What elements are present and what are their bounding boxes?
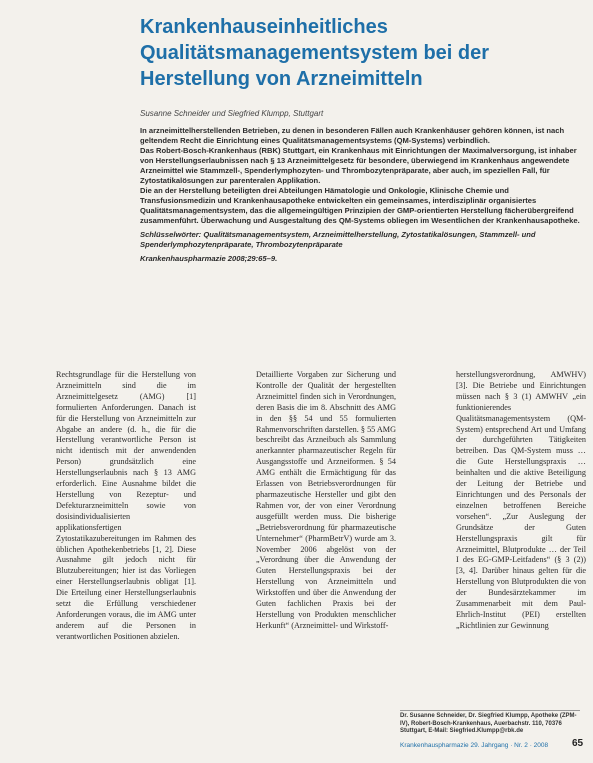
title-line: Qualitätsmanagementsystem bei der bbox=[140, 42, 490, 64]
abstract-paragraph: In arzneimittelherstellenden Betrieben, zu denen in besonderen Fällen auch Krankenhäuser gehören können, ist nach geltendem Recht die Einrichtung eines Qualitätsmanagementsystems (QM-Systems) verbindlich. bbox=[140, 126, 565, 145]
author-line: Susanne Schneider und Siegfried Klumpp, Stuttgart bbox=[140, 109, 324, 118]
body-column-1 bbox=[56, 370, 196, 643]
abstract bbox=[140, 126, 580, 264]
keywords bbox=[140, 230, 580, 250]
title-line: Krankenhauseinheitliches bbox=[140, 16, 388, 38]
citation: Krankenhauspharmazie 2008;29:65–9. bbox=[140, 254, 278, 263]
abstract-paragraph: Die an der Herstellung beteiligten drei Abteilungen Hämatologie und Onkologie, Klinische Chemie und Transfusionsmedizin und Krankenhausapotheke entwickelten ein gemeinsames, interdisziplinär organisiertes Qualitätsmanagementsystem, das die allgemeingültigen Prinzipien der GMP-orientierten Herstellung fächerübergreifend zusammenführt. Überwachung und Ausgestaltung des QM-Systems obliegen im Wesentlichen der Krankenhausapotheke. bbox=[140, 186, 580, 225]
journal-footer: Krankenhauspharmazie 29. Jahrgang · Nr. 2 · 2008 bbox=[400, 742, 549, 749]
abstract-paragraph: Das Robert-Bosch-Krankenhaus (RBK) Stuttgart, ein Krankenhaus mit Einrichtungen der Maximalversorgung, ist inhaber von Herstellungserlaubnissen nach § 13 Arzneimittelgesetz für besondere, überwiegend im Krankenhaus angewendete Arzneimittel wie Stammzell-, Spenderlymphozyten- und Thrombozytenpräparate, aber auch, im speziellen Fall, für Zytostatikalösungen zur parenteralen Applikation. bbox=[140, 146, 577, 185]
body-column-3 bbox=[456, 370, 586, 632]
title-line: Herstellung von Arzneimitteln bbox=[140, 68, 423, 90]
body-text: Rechtsgrundlage für die Herstellung von Arzneimitteln sind die im Arzneimittelgesetz (AMG) [1] formulierten Anforderungen. Danach ist für die Herstellung von Arzneimitteln zur Abgabe an andere (d. h., die für die Herstellung verantwortliche Person ist nicht identisch mit der anwendenden Person) grundsätzlich eine Herstellungserlaubnis nach § 13 AMG erforderlich. Eine Ausnahme bildet die Herstellung von Rezeptur- und Defekturarzneimitteln sowie von dosisindividualisierten applikationsfertigen Zytostatikazubereitungen im Rahmen des üblichen Apothekenbetriebs [1, 2]. Diese Ausnahme gilt jedoch nicht für Blutzubereitungen; hier ist das Vorliegen einer Herstellungserlaubnis obligat [1]. Die Erteilung einer Herstellungserlaubnis setzt die Erfüllung verschiedener Anforderungen voraus, die im AMG unter anderem auf die Personen in verantwortlichen Positionen abzielen. bbox=[56, 370, 196, 641]
keywords-label: Schlüsselwörter: bbox=[140, 230, 202, 239]
body-column-2 bbox=[256, 370, 396, 632]
body-text: herstellungsverordnung, AMWHV) [3]. Die Betriebe und Einrichtungen müssen nach § 3 (1) AMWHV „ein funktionierendes Qualitätsmanagementsystem (QM-System) entsprechend Art und Umfang der durchgeführten Tätigkeiten betreiben. Das QM-System muss … die Gute Herstellungspraxis … beinhalten und die aktive Beteiligung der Leitung der Betriebe und Einrichtungen und des Personals der einzelnen betroffenen Bereiche vorsehen“. „Zur Auslegung der Grundsätze der Guten Herstellungspraxis gilt für Arzneimittel, Blutprodukte … der Teil I des EG-GMP-Leitfadens“ (§ 3 (2)) [3, 4]. Darüber hinaus gelten für die Herstellung von Blutprodukten die von der Bundesärztekammer im Zusammenarbeit mit dem Paul-Ehrlich-Institut (PEI) erstellten „Richtlinien zur Gewinnung bbox=[456, 370, 586, 630]
page-number: 65 bbox=[572, 738, 584, 749]
body-text: Detaillierte Vorgaben zur Sicherung und Kontrolle der Qualität der hergestellten Arzneimittel finden sich in Verordnungen, deren Basis die im 8. Abschnitt des AMG in den §§ 54 und 55 formulierten Rahmenvorschriften darstellen. § 55 AMG beschreibt das Arzneibuch als Sammlung anerkannter pharmazeutischer Regeln für Ausgangsstoffe und Arzneiformen. § 54 AMG enthält die Ermächtigung für das Erlassen von Betriebsverordnungen für pharmazeutische Hersteller und gibt den Rahmen vor, der von einer Verordnung ausgefüllt werden muss. Die bisherige „Betriebsverordnung für pharmazeutische Unternehmer“ (PharmBetrV) wurde am 3. November 2006 abgelöst von der „Verordnung über die Anwendung der Guten Herstellungspraxis bei der Herstellung von Arzneimitteln und Wirkstoffen und über die Anwendung der Guten fachlichen Praxis bei der Herstellung von Produkten menschlicher Herkunft“ (Arzneimittel- und Wirkstoff- bbox=[256, 370, 396, 630]
author-address: Dr. Susanne Schneider, Dr. Siegfried Klumpp, Apotheke (ZPM-IV), Robert-Bosch-Krankenhaus, Auerbachstr. 110, 70376 Stuttgart, E-Mail: Siegfried.Klumpp@rbk.de bbox=[400, 710, 580, 736]
keywords-text: Qualitätsmanagementsystem, Arzneimittelherstellung, Zytostatikalösungen, Stammzell- und Spenderlymphozytenpräparate, Thrombozytenpräparate bbox=[140, 230, 536, 249]
article-title bbox=[140, 14, 580, 92]
